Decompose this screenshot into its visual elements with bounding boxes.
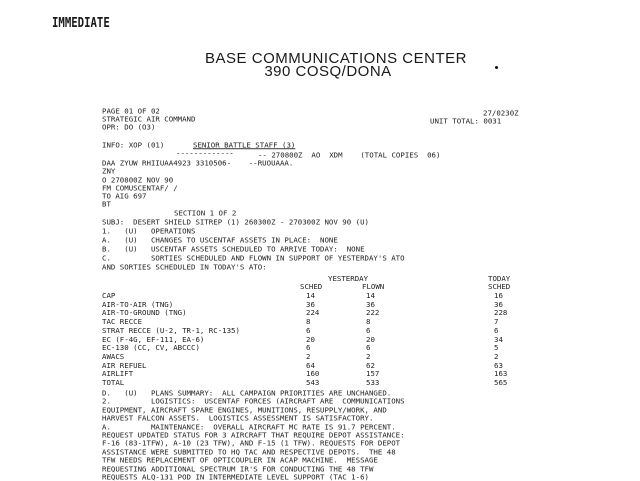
column-header-sched: SCHED (300, 282, 323, 291)
sortie-today-sched: 228 (494, 308, 508, 318)
closing-line: REQUESTING ADDITIONAL SPECTRUM IR'S FOR CONDUCTING THE 48 TFW (102, 464, 374, 473)
sortie-today-sched: 5 (494, 343, 499, 353)
sortie-today-sched: 163 (494, 369, 508, 379)
message-date: O 270800Z NOV 90 (102, 176, 174, 185)
comm-center-title: BASE COMMUNICATIONS CENTER (205, 50, 467, 67)
column-header-flown: FLOWN (362, 282, 385, 291)
closing-line: 2. LOGISTICS: USCENTAF FORCES (AIRCRAFT ARE COMMUNICATIONS (102, 397, 405, 406)
sortie-category: EC-130 (CC, CV, ABCCC) (102, 343, 200, 353)
sortie-yesterday-sched: 543 (306, 378, 320, 387)
comm-squadron-title: 390 COSQ/DONA (264, 63, 392, 80)
sortie-yesterday-flown: 533 (366, 378, 380, 387)
paragraph-line: B. (U) USCENTAF ASSETS SCHEDULED TO ARRIVE TODAY: NONE (102, 245, 365, 254)
closing-line: REQUEST UPDATED STATUS FOR 3 AIRCRAFT THAT REQUIRE DEPOT ASSISTANCE: (102, 431, 405, 440)
sortie-today-sched: 63 (494, 360, 503, 370)
sortie-today-sched: 7 (494, 317, 499, 327)
sortie-yesterday-sched: 2 (306, 351, 311, 361)
paragraph-line: C. SORTIES SCHEDULED AND FLOWN IN SUPPORT OF YESTERDAY'S ATO (102, 254, 405, 263)
sortie-yesterday-sched: 36 (306, 299, 315, 309)
closing-line: F-16 (83-1TFW), A-10 (23 TFW), AND F-15 (1 TFW). REQUESTS FOR DEPOT (102, 439, 401, 448)
sortie-yesterday-flown: 6 (366, 325, 371, 335)
subject-line: SUBJ: DESERT SHIELD SITREP (1) 260300Z - 270300Z NOV 90 (U) (102, 218, 369, 227)
office-of-primary-responsibility: OPR: DO (O3) (102, 123, 156, 132)
sortie-category: AIR REFUEL (102, 360, 147, 370)
column-header-yesterday: YESTERDAY (328, 274, 369, 283)
sortie-category: AWACS (102, 351, 125, 361)
sortie-yesterday-flown: 157 (366, 369, 380, 379)
sortie-category: TAC RECCE (102, 317, 143, 327)
sortie-yesterday-sched: 160 (306, 369, 320, 379)
sortie-yesterday-flown: 8 (366, 317, 371, 327)
sortie-yesterday-flown: 14 (366, 291, 375, 300)
sortie-today-sched: 16 (494, 291, 503, 300)
closing-line: REQUESTS ALQ-131 POD IN INTERMEDIATE LEVEL SUPPORT (TAC 1-6) (102, 473, 369, 481)
sortie-today-sched: 565 (494, 378, 508, 387)
paragraph-line: 1. (U) OPERATIONS (102, 227, 196, 236)
originating-command: STRATEGIC AIR COMMAND (102, 115, 196, 124)
info-addressee: SENIOR BATTLE STAFF (3) (193, 141, 296, 150)
page-number: PAGE 01 OF 02 (102, 107, 160, 116)
sortie-category: AIRLIFT (102, 369, 134, 379)
info-line: INFO: XOP (01) (102, 141, 165, 150)
to-line: TO AIG 697 (102, 192, 147, 201)
sortie-today-sched: 34 (494, 334, 503, 344)
sortie-yesterday-sched: 8 (306, 317, 311, 327)
paragraph-line: A. (U) CHANGES TO USCENTAF ASSETS IN PLACE: NONE (102, 236, 338, 245)
precedence-stamp: IMMEDIATE (52, 16, 110, 31)
sortie-today-sched: 2 (494, 351, 499, 361)
stray-mark (495, 66, 498, 69)
sortie-yesterday-flown: 36 (366, 299, 375, 309)
date-time-group: 27/0230Z (483, 109, 519, 118)
sortie-yesterday-flown: 222 (366, 308, 380, 318)
sortie-yesterday-sched: 224 (306, 308, 320, 318)
closing-line: HARVEST FALCON ASSETS. LOGISTICS ASSESSMENT IS SATISFACTORY. (102, 414, 374, 423)
closing-line: EQUIPMENT, AIRCRAFT SPARE ENGINES, MUNITIONS, RESUPPLY/WORK, AND (102, 405, 387, 414)
section-number: SECTION 1 OF 2 (174, 209, 237, 218)
sortie-yesterday-sched: 64 (306, 360, 315, 370)
routing-indicator: DAA ZYUW RHIIUAA4923 3310506- --RUOUAAA. (102, 159, 294, 168)
dtg-copies-line: -- 270800Z AO XDM (TOTAL COPIES 06) (258, 151, 441, 160)
closing-line: A. MAINTENANCE: OVERALL AIRCRAFT MC RATE IS 91.7 PERCENT. (102, 422, 396, 431)
sortie-yesterday-sched: 14 (306, 291, 315, 300)
sortie-today-sched: 36 (494, 299, 503, 309)
closing-line: TFW NEEDS REPLACEMENT OF OPTICOUPLER IN ACAP MACHINE. MESSAGE (102, 456, 378, 465)
sortie-yesterday-flown: 62 (366, 360, 375, 370)
sortie-category: TOTAL (102, 378, 125, 387)
closing-line: ASSISTANCE WERE SUBMITTED TO HQ TAC AND RESPECTIVE DEPOTS. THE 48 (102, 447, 396, 456)
column-header-today-sched: SCHED (488, 282, 511, 291)
unit-total: UNIT TOTAL: 0031 (430, 117, 502, 126)
closing-line: D. (U) PLANS SUMMARY: ALL CAMPAIGN PRIORITIES ARE UNCHANGED. (102, 389, 392, 398)
separator-dashes: ------------- (176, 149, 234, 158)
sortie-yesterday-flown: 2 (366, 351, 371, 361)
sortie-category: AIR-TO-AIR (TNG) (102, 299, 174, 309)
sortie-category: STRAT RECCE (U-2, TR-1, RC-135) (102, 325, 240, 335)
sortie-yesterday-sched: 6 (306, 325, 311, 335)
column-header-today: TODAY (488, 274, 511, 283)
sortie-category: AIR-TO-GROUND (TNG) (102, 308, 187, 318)
from-line: FM COMUSCENTAF/ / (102, 184, 178, 193)
paragraph-line: AND SORTIES SCHEDULED IN TODAY'S ATO: (102, 263, 267, 272)
sortie-yesterday-sched: 6 (306, 343, 311, 353)
sortie-yesterday-flown: 6 (366, 343, 371, 353)
sortie-category: EC (F-4G, EF-111, EA-6) (102, 334, 205, 344)
sortie-today-sched: 6 (494, 325, 499, 335)
sortie-yesterday-flown: 20 (366, 334, 375, 344)
break-line: BT (102, 200, 111, 209)
zny-line: ZNY (102, 167, 116, 176)
sortie-category: CAP (102, 291, 116, 300)
sortie-yesterday-sched: 20 (306, 334, 315, 344)
